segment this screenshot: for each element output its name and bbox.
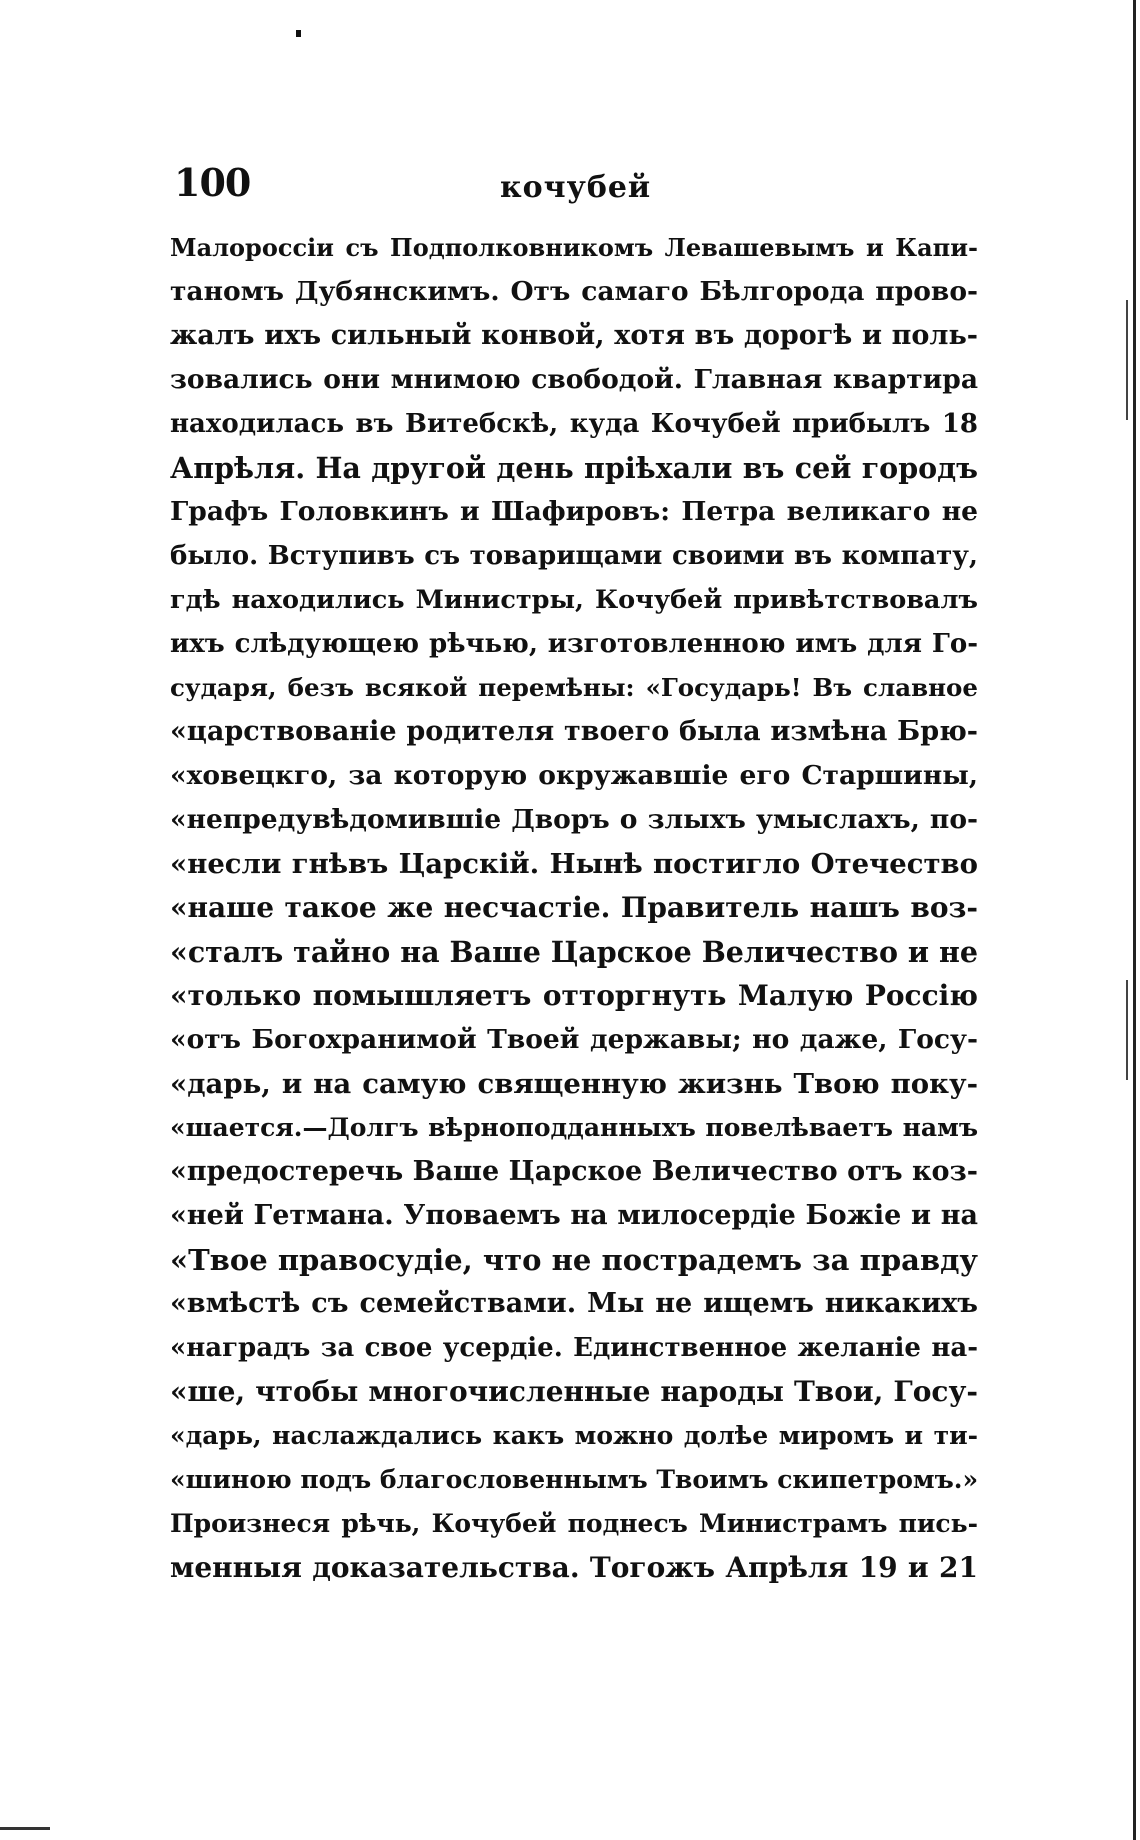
text-line: Графъ Головкинъ и Шафировъ: Петра великаго не — [170, 496, 978, 527]
text-line: «Твое правосудіе, что не пострадемъ за правду — [170, 1243, 978, 1277]
text-line: зовались они мнимою свободой. Главная квартира — [170, 364, 978, 395]
text-line: таномъ Дубянскимъ. Отъ самаго Бѣлгорода прово- — [170, 276, 978, 307]
page-header — [170, 160, 970, 210]
text-line: «несли гнѣвъ Царскій. Нынѣ постигло Отечество — [170, 848, 978, 880]
text-line: «наградъ за свое усердіе. Единственное желаніе на- — [170, 1333, 978, 1363]
text-line: «сталъ тайно на Ваше Царское Величество и не — [170, 935, 978, 969]
text-line: «ховецкго, за которую окружавшіе его Старшины, — [170, 760, 978, 791]
body-text — [170, 226, 978, 1590]
text-line: «дарь, наслаждались какъ можно долѣе миромъ и ти- — [170, 1421, 978, 1450]
text-line: Апрѣля. На другой день пріѣхали въ сей городъ — [170, 451, 978, 485]
text-line: Произнеся рѣчь, Кочубей поднесъ Министрамъ пись- — [170, 1509, 978, 1538]
text-line: «отъ Богохранимой Твоей державы; но даже, Госу- — [170, 1024, 978, 1055]
text-line: «дарь, и на самую священную жизнь Твою поку- — [170, 1068, 978, 1100]
text-line: «предостеречь Ваше Царское Величество отъ коз- — [170, 1156, 978, 1187]
text-line: Малороссіи съ Подполковникомъ Левашевымъ и Капи- — [170, 233, 978, 262]
text-line: «вмѣстѣ съ семействами. Мы не ищемъ никакихъ — [170, 1288, 978, 1319]
scan-edge-mark — [1126, 980, 1128, 1080]
page-number: 100 — [174, 160, 251, 205]
text-line: «наше такое же несчастіе. Правитель нашъ воз- — [170, 891, 978, 924]
text-line: «непредувѣдомившіе Дворъ о злыхъ умыслахъ, по- — [170, 804, 978, 835]
running-head: кочубей — [500, 170, 652, 205]
text-line: «царствованіе родителя твоего была измѣна Брю- — [170, 716, 978, 747]
text-line: ихъ слѣдующею рѣчью, изготовленною имъ для Го- — [170, 629, 978, 659]
scan-edge-mark — [1126, 300, 1128, 420]
text-line: «шиною подъ благословеннымъ Твоимъ скипетромъ.» — [170, 1465, 979, 1494]
scan-speck — [296, 30, 301, 37]
text-line: «шается.—Долгъ вѣрноподданныхъ повелѣваетъ намъ — [170, 1113, 978, 1142]
text-line: «ней Гетмана. Уповаемъ на милосердіе Божіе и на — [170, 1200, 978, 1231]
text-line: находилась въ Витебскѣ, куда Кочубей прибылъ 18 — [170, 409, 978, 439]
scan-edge-line — [1133, 0, 1136, 1840]
text-line: гдѣ находились Министры, Кочубей привѣтствовалъ — [170, 585, 978, 615]
scan-bottom-mark — [0, 1827, 50, 1830]
text-line: менныя доказательства. Тогожъ Апрѣля 19 и 21 — [170, 1551, 978, 1584]
text-line: сударя, безъ всякой перемѣны: «Государь! Въ славное — [170, 673, 978, 702]
text-line: «ше, чтобы многочисленные народы Твои, Госу- — [170, 1375, 978, 1408]
text-line: жалъ ихъ сильный конвой, хотя въ дорогѣ и поль- — [170, 320, 978, 351]
text-line: было. Вступивъ съ товарищами своими въ компату, — [170, 541, 978, 571]
text-line: «только помышляетъ отторгнуть Малую Россію — [170, 979, 978, 1012]
